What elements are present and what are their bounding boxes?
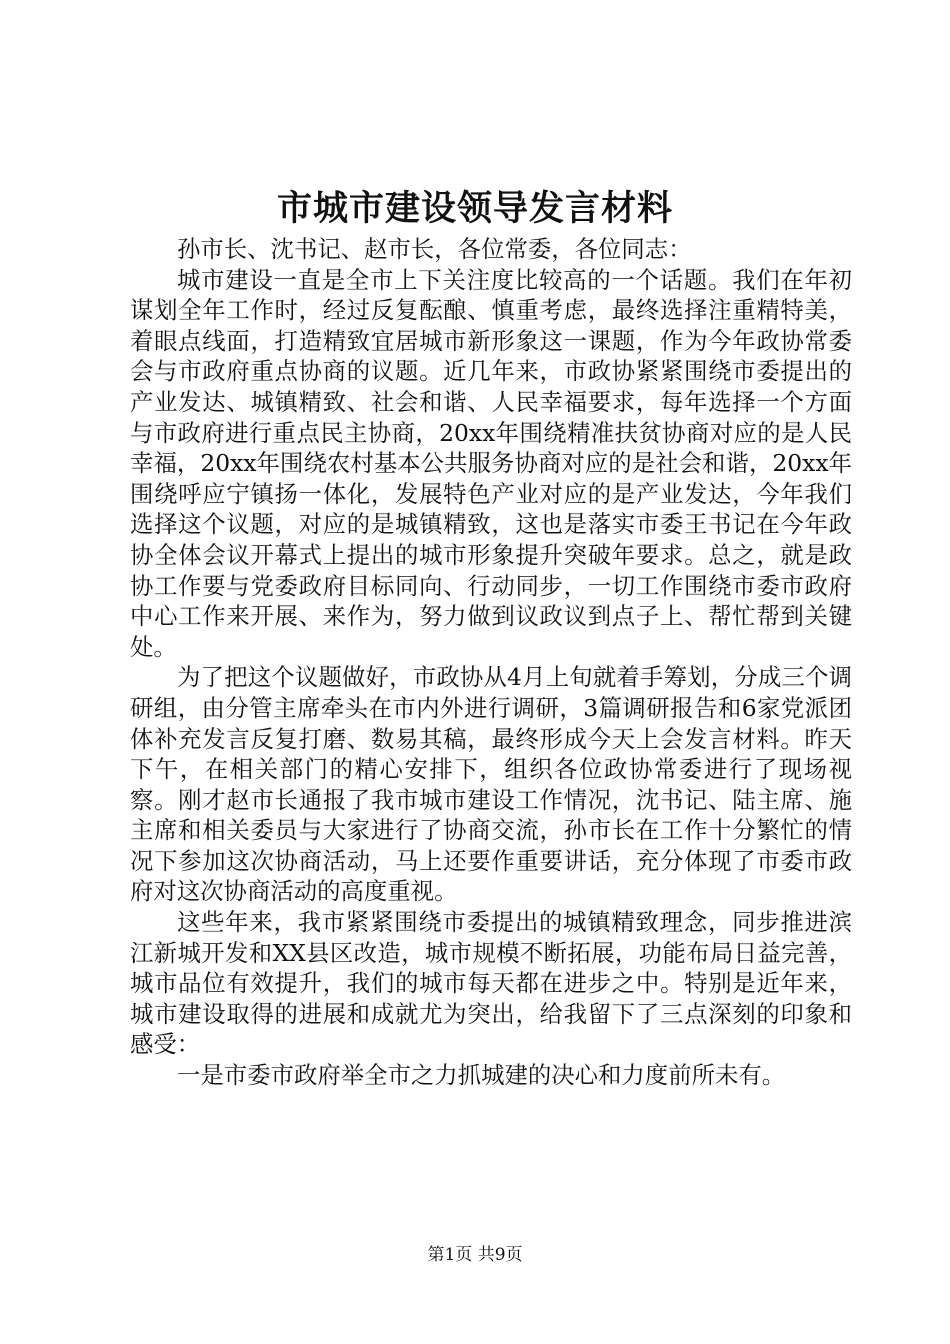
paragraph-3: 这些年来，我市紧紧围绕市委提出的城镇精致理念，同步推进滨江新城开发和XX县区改造，城市规模不断拓展，功能布局日益完善，城市品位有效提升，我们的城市每天都在进步之中。特别是近年来，城市建设取得的进展和成就尤为突出，给我留下了三点深刻的印象和感受： <box>130 908 852 1059</box>
paragraph-2: 为了把这个议题做好，市政协从4月上旬就着手筹划，分成三个调研组，由分管主席牵头在市内外进行调研，3篇调研报告和6家党派团体补充发言反复打磨、数易其稿，最终形成今天上会发言材料。昨天下午，在相关部门的精心安排下，组织各位政协常委进行了现场视察。刚才赵市长通报了我市城市建设工作情况，沈书记、陆主席、施主席和相关委员与大家进行了协商交流，孙市长在工作十分繁忙的情况下参加这次协商活动，马上还要作重要讲话，充分体现了市委市政府对这次协商活动的高度重视。 <box>130 663 852 906</box>
salutation: 孙市长、沈书记、赵市长，各位常委，各位同志： <box>177 235 692 263</box>
paragraph-1: 城市建设一直是全市上下关注度比较高的一个话题。我们在年初谋划全年工作时，经过反复酝酿、慎重考虑，最终选择注重精特美，着眼点线面，打造精致宜居城市新形象这一课题，作为今年政协常委会与市政府重点协商的议题。近几年来，市政协紧紧围绕市委提出的产业发达、城镇精致、社会和谐、人民幸福要求，每年选择一个方面与市政府进行重点民主协商，20xx年围绕精准扶贫协商对应的是人民幸福，20xx年围绕农村基本公共服务协商对应的是社会和谐，20xx年围绕呼应宁镇扬一体化，发展特色产业对应的是产业发达，今年我们选择这个议题，对应的是城镇精致，这也是落实市委王书记在今年政协全体会议开幕式上提出的城市形象提升突破年要求。总之，就是政协工作要与党委政府目标同向、行动同步，一切工作围绕市委市政府中心工作来开展、来作为，努力做到议政议到点子上、帮忙帮到关键处。 <box>130 265 852 661</box>
document-body <box>130 234 852 1091</box>
page-footer: 第1页 共9页 <box>427 1245 523 1265</box>
paragraph-4: 一是市委市政府举全市之力抓城建的决心和力度前所未有。 <box>177 1061 786 1090</box>
document-title: 市城市建设领导发言材料 <box>276 188 673 229</box>
